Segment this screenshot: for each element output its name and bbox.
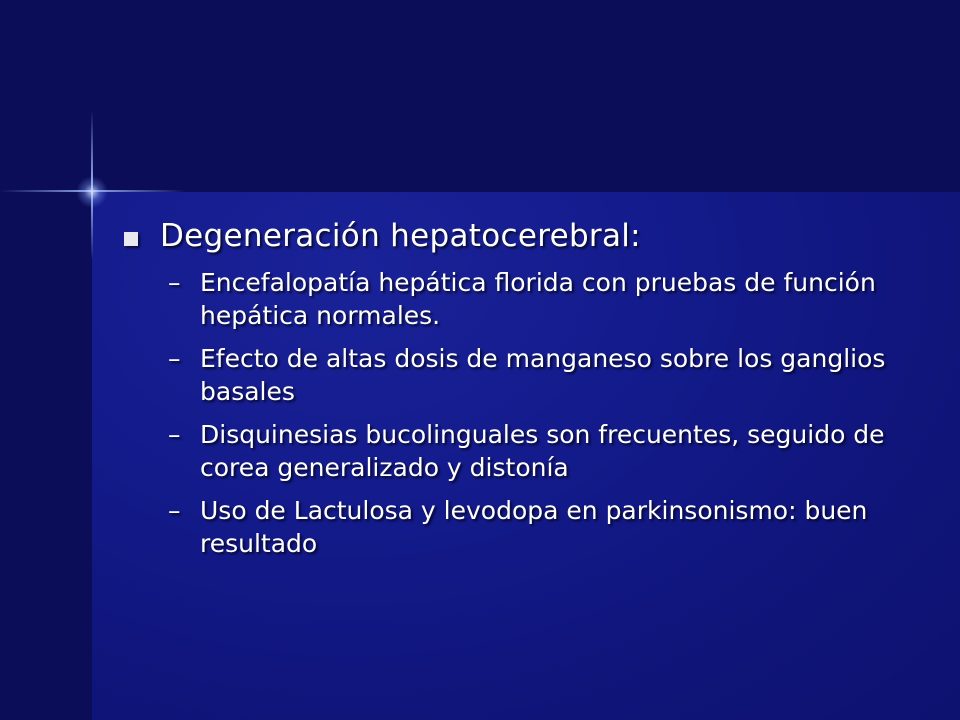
- dash-marker: –: [168, 268, 181, 297]
- list-item-text: Disquinesias bucolinguales son frecuentes, seguido de corea generalizado y distonía: [200, 420, 885, 482]
- main-bullet: [120, 214, 910, 258]
- dash-marker: –: [168, 344, 181, 373]
- list-item: [168, 418, 910, 484]
- top-band: [0, 0, 960, 192]
- list-item: [168, 494, 910, 560]
- list-item-text: Encefalopatía hepática florida con pruebas de función hepática normales.: [200, 268, 876, 330]
- square-bullet-icon: [124, 232, 138, 246]
- sparkle-glow-icon: [76, 176, 108, 208]
- bullet-heading: Degeneración hepatocerebral:: [160, 218, 641, 254]
- slide-content: [120, 214, 910, 576]
- list-item: [168, 342, 910, 408]
- subitem-list: [168, 266, 910, 560]
- list-item-text: Efecto de altas dosis de manganeso sobre los ganglios basales: [200, 344, 886, 406]
- list-item: [168, 266, 910, 332]
- dash-marker: –: [168, 496, 181, 525]
- list-item-text: Uso de Lactulosa y levodopa en parkinsonismo: buen resultado: [200, 496, 868, 558]
- dash-marker: –: [168, 420, 181, 449]
